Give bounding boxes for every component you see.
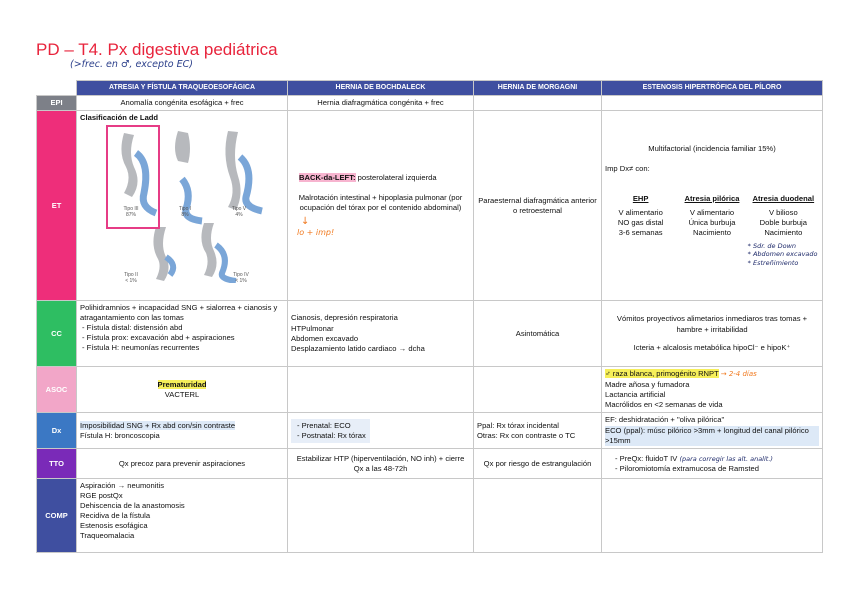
tto-bochdaleck: Estabilizar HTP (hiperventilación, NO inh) + cierre Qx a las 48-72h [288,449,474,479]
label-type-ii: Tipo II < 1% [124,272,138,284]
row-comp [37,479,823,553]
prematuridad-highlight: Prematuridad [157,379,207,389]
asoc-atresia [77,367,288,413]
duodenal-handnotes: * Sdr. de Down * Abdomen excavado * Estreñimiento [747,241,818,267]
dx-atresia-fistula-h: Fístula H: broncoscopia [80,430,160,440]
dd-header-atresia-pilorica: Atresia pilórica [684,193,740,203]
esophagus-type-v-icon [225,131,262,211]
label-type-iii: Tipo III 87% [123,206,139,218]
list-item: - PreQx: fluidoT IV (para corregir las alt. analít.) [623,454,819,464]
down-arrow-icon: ↓ [301,215,310,227]
summary-table [36,80,823,553]
epi-morgagni [474,96,602,111]
comp-bochdaleck [288,479,474,553]
dd-header-atresia-duodenal: Atresia duodenal [752,193,815,203]
handnote-important: ↓ lo + imp! [291,215,470,239]
corner-cell [37,81,77,96]
cc-estenosis-vomitos: Vómitos proyectivos alimetarios inmediaros tras tomas + hambre + irritabilidad [616,314,808,334]
list-item: - Fístula H: neumonías recurrentes [90,343,284,353]
et-estenosis-imp-dx: Imp Dx≠ con: [605,163,650,173]
page-title: PD – T4. Px digestiva pediátrica [36,40,278,59]
label-type-i: Tipo I 8% [178,206,192,218]
dd-header-ehp: EHP [632,193,649,203]
header-row [37,81,823,96]
epi-estenosis [602,96,823,111]
asoc-bochdaleck [288,367,474,413]
et-morgagni: Paraesternal diafragmática anterior o retroesternal [474,111,602,301]
row-label-epi: EPI [37,96,77,111]
row-label-tto: TTO [37,449,77,479]
list-item: - Prenatal: ECO [305,421,366,431]
row-label-comp: COMP [37,479,77,553]
col-header-bochdaleck: HERNIA DE BOCHDALECK [288,81,474,96]
et-estenosis [602,111,823,301]
row-label-cc: CC [37,301,77,367]
col-header-estenosis: ESTENOSIS HIPERTRÓFICA DEL PÍLORO [602,81,823,96]
dd-atresia-pilorica: V alimentario Única burbuja Nacimiento [688,207,736,237]
list-item: - Postnatal: Rx tórax [305,431,366,441]
handnote-correccion: (para corregir las alt. analít.) [679,454,773,463]
ladd-title: Clasificación de Ladd [80,113,159,123]
cc-fistula-list [80,323,284,353]
dx-estenosis-ef: EF: deshidratación + "oliva pilórica" [605,415,725,425]
differential-dx-grid [605,180,819,268]
list-item: - Piloromiotomía extramucosa de Ramsted [623,464,819,474]
row-tto [37,449,823,479]
tto-morgagni: Qx por riesgo de estrangulación [474,449,602,479]
et-atresia [77,111,288,301]
et-bochdaleck [288,111,474,301]
asoc-estenosis: ♂ raza blanca, primogénito RNPT → 2-4 días Madre añosa y fumadora Lactancia artificial Macrólidos en <2 semanas de vida [602,367,823,413]
row-label-dx: Dx [37,413,77,449]
label-type-v: Tipo V 4% [231,206,247,218]
et-estenosis-multifactorial: Multifactorial (incidencia familiar 15%) [648,143,776,153]
esophagus-type-ii-icon [153,227,173,281]
comp-atresia: Aspiración → neumonitis RGE postQx Dehiscencia de la anastomosis Recidiva de la fístula Estenosis esofágica Traqueomalacia [77,479,288,553]
row-cc [37,301,823,367]
cc-morgagni: Asintomática [474,301,602,367]
cc-estenosis [602,301,823,367]
dd-atresia-duodenal: V bilioso Doble burbuja Nacimiento * Sdr. de Down * Abdomen excavado * Estreñimiento [747,207,818,267]
asoc-morgagni [474,367,602,413]
dx-estenosis-eco: ECO (ppal): músc pilórico >3mm + longitud del canal pilórico >15mm [605,426,819,446]
row-label-et: ET [37,111,77,301]
asoc-vacterl: VACTERL [164,389,200,399]
dx-bochdaleck-box [291,419,370,443]
tto-atresia: Qx precoz para prevenir aspiraciones [77,449,288,479]
col-header-atresia: ATRESIA Y FÍSTULA TRAQUEOESOFÁGICA [77,81,288,96]
list-item: - Fístula prox: excavación abd + aspiraciones [90,333,284,343]
cc-bochdaleck: Cianosis, depresión respiratoria HTPulmonar Abdomen excavado Desplazamiento latido cardiaco → dcha [288,301,474,367]
row-epi [37,96,823,111]
row-et [37,111,823,301]
tto-estenosis [602,449,823,479]
dx-bochdaleck [288,413,474,449]
col-header-morgagni: HERNIA DE MORGAGNI [474,81,602,96]
row-label-asoc: ASOC [37,367,77,413]
dx-morgagni: Ppal: Rx tórax incidental Otras: Rx con contraste o TC [474,413,602,449]
handnote-dias: → 2-4 días [720,370,757,379]
comp-estenosis [602,479,823,553]
row-asoc [37,367,823,413]
et-bochdaleck-posterolateral: posterolateral izquierda [355,172,437,182]
epi-bochdaleck: Hernia diafragmática congénita + frec [288,96,474,111]
label-type-iv: Tipo IV < 1% [233,272,249,284]
back-da-left-highlight: BACK-da-LEFT: [299,172,356,182]
ladd-figure [80,123,284,283]
dx-atresia [77,413,288,449]
page-subtitle: (>frec. en ♂, excepto EC) [70,59,193,70]
dx-estenosis [602,413,823,449]
epi-atresia: Anomalía congénita esofágica + frec [77,96,288,111]
row-dx [37,413,823,449]
et-bochdaleck-malrotation: Malrotación intestinal + hipoplasia pulmonar (por ocupación del tórax por el contenido abdominal) [298,192,463,212]
cc-atresia-text: Polihidramnios + incapacidad SNG + sialorrea + cianosis y atragantamiento con las tomas [80,303,278,323]
dx-atresia-sng: Imposibilidad SNG + Rx abd con/sin contraste [80,420,236,430]
comp-morgagni [474,479,602,553]
dd-ehp: V alimentario NO gas distal 3-6 semanas [617,207,664,237]
asoc-raza-blanca: ♂ raza blanca, primogénito RNPT [605,369,719,379]
cc-estenosis-ictericia: Icteria + alcalosis metabólica hipoCl⁻ e hipoK⁺ [633,342,791,352]
list-item: - Fístula distal: distensión abd [90,323,284,333]
cc-atresia [77,301,288,367]
